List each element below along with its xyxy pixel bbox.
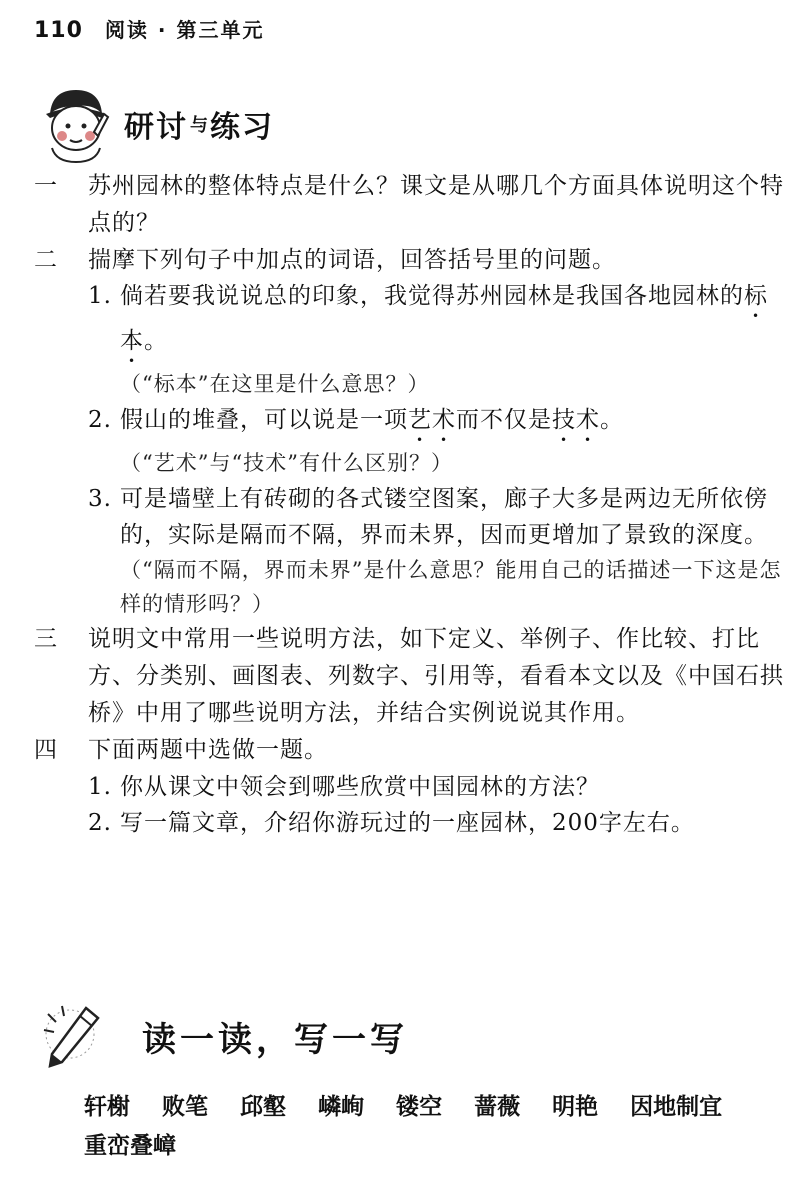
question-text: 揣摩下列句子中加点的词语，回答括号里的问题。 bbox=[88, 246, 616, 273]
subquestion-text: 可是墙壁上有砖砌的各式镂空图案，廊子大多是两边无所依傍的，实际是隔而不隔，界而未界，因而更增加了景致的深度。 bbox=[120, 485, 768, 549]
exercise-list bbox=[34, 168, 786, 842]
subquestion-number: 1. bbox=[88, 773, 112, 800]
dotted-word: 标本 bbox=[120, 283, 768, 355]
question-number: 三 bbox=[34, 626, 58, 653]
read-write-title: 读一读，写一写 bbox=[142, 1019, 408, 1060]
question-number: 一 bbox=[34, 173, 58, 199]
subquestion-note: （“标本”在这里是什么意思？） bbox=[120, 372, 430, 397]
sentence-part: 假山的堆叠，可以说是一项 bbox=[120, 406, 408, 433]
vocab-word: 轩榭 bbox=[84, 1094, 130, 1120]
subquestion-number: 1. bbox=[88, 283, 112, 310]
subquestion-note: （“艺术”与“技术”有什么区别？） bbox=[120, 450, 453, 475]
running-title: 阅读 · 第三单元 bbox=[104, 18, 265, 42]
subquestion-text bbox=[120, 278, 786, 368]
question-2 bbox=[34, 242, 786, 279]
vocab-word: 败笔 bbox=[162, 1094, 209, 1120]
question-text: 苏州园林的整体特点是什么？课文是从哪几个方面具体说明这个特点的？ bbox=[88, 173, 784, 236]
vocab-word: 嶙峋 bbox=[318, 1094, 365, 1120]
vocab-word: 蔷薇 bbox=[474, 1094, 521, 1120]
student-thinking-icon bbox=[36, 84, 112, 164]
discussion-title-part1: 研讨 bbox=[124, 110, 188, 145]
subquestion-4-1 bbox=[88, 769, 786, 806]
subquestion-2-2 bbox=[88, 402, 786, 447]
discussion-heading bbox=[36, 84, 274, 164]
sentence-part: 。 bbox=[600, 406, 624, 433]
subquestion-number: 3. bbox=[88, 485, 112, 512]
page-number: 110 bbox=[34, 18, 83, 43]
subquestion-2-1 bbox=[88, 278, 786, 368]
subquestion-note: （“隔而不隔，界而未界”是什么意思？能用自己的话描述一下这是怎样的情形吗？） bbox=[120, 558, 782, 616]
subquestion-4-2 bbox=[88, 805, 786, 842]
question-number: 四 bbox=[34, 736, 58, 763]
dotted-word: 技术 bbox=[552, 406, 600, 433]
subquestion-text: 写一篇文章，介绍你游玩过的一座园林，200字左右。 bbox=[120, 810, 695, 837]
question-text: 说明文中常用一些说明方法，如下定义、举例子、作比较、打比方、分类别、画图表、列数字、引用等，看看本文以及《中国石拱桥》中用了哪些说明方法，并结合实例说说其作用。 bbox=[88, 626, 784, 726]
vocabulary-list bbox=[84, 1088, 764, 1166]
sentence-part: 而不仅是 bbox=[456, 406, 552, 433]
subquestion-text: 你从课文中领会到哪些欣赏中国园林的方法？ bbox=[120, 773, 600, 800]
subquestion-2-3 bbox=[88, 481, 786, 555]
sentence-part: 倘若要我说说总的印象，我觉得苏州园林是我国各地园林的 bbox=[120, 283, 744, 310]
vocab-word: 邱壑 bbox=[240, 1094, 287, 1120]
question-4 bbox=[34, 732, 786, 769]
discussion-title-part2: 练习 bbox=[210, 110, 274, 145]
page-header bbox=[34, 14, 264, 43]
dotted-word: 艺术 bbox=[408, 406, 456, 433]
read-write-heading bbox=[40, 1000, 408, 1072]
question-text: 下面两题中选做一题。 bbox=[88, 736, 328, 763]
sentence-part: 。 bbox=[144, 328, 168, 355]
vocab-word: 明艳 bbox=[552, 1094, 599, 1120]
vocab-word: 重峦叠嶂 bbox=[84, 1133, 176, 1160]
vocab-word: 镂空 bbox=[396, 1094, 443, 1120]
question-1 bbox=[34, 168, 786, 242]
question-number: 二 bbox=[34, 246, 58, 273]
question-3 bbox=[34, 621, 786, 731]
subquestion-number: 2. bbox=[88, 810, 112, 837]
pencil-icon bbox=[40, 1000, 106, 1072]
subquestion-text bbox=[120, 402, 786, 447]
subquestion-number: 2. bbox=[88, 406, 112, 433]
vocab-word: 因地制宜 bbox=[630, 1094, 723, 1120]
discussion-title-connector: 与 bbox=[190, 115, 208, 136]
